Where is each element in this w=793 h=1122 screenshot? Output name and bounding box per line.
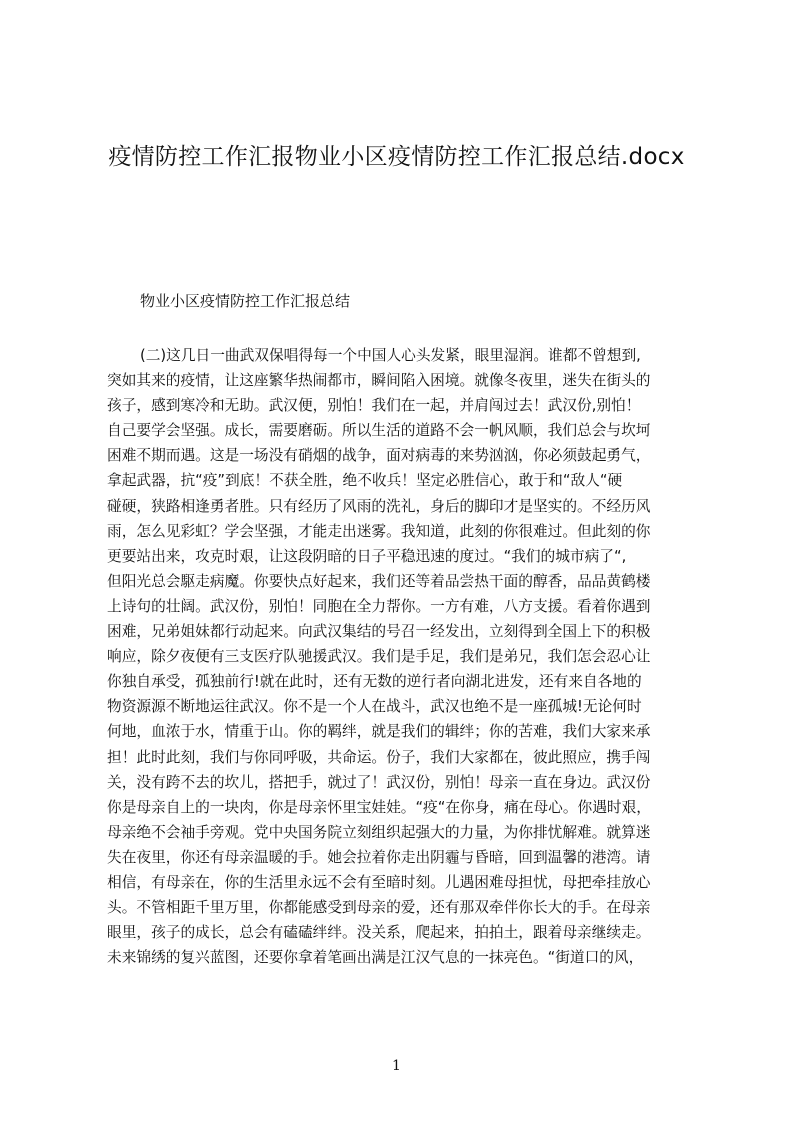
page-number: 1 — [392, 1058, 401, 1074]
body-line: 失在夜里，你还有母亲温暖的手。她会拉着你走出阴霾与昏暗，回到温馨的港湾。请 — [107, 848, 651, 866]
body-line: 何地，血浓于水，情重于山。你的羁绊，就是我们的辑绊；你的苦难，我们大家来承 — [107, 723, 651, 741]
body-text — [107, 343, 699, 970]
body-line: 困难，兄弟姐妹都行动起来。向武汉集结的号召一经发出，立刻得到全国上下的积极 — [107, 623, 651, 641]
body-line: 困难不期而遇。这是一场没有硝烟的战争，面对病毒的来势汹汹，你必须鼓起勇气， — [107, 447, 651, 465]
body-line: 你独自承受，孤独前行!就在此时，还有无数的逆行者向湖北进发，还有来自各地的 — [107, 673, 642, 691]
body-line: 突如其来的疫情，让这座繁华热闹都市，瞬间陷入困境。就像冬夜里，迷失在街头的 — [107, 372, 651, 390]
body-line: 未来锦绣的复兴蓝图，还要你拿着笔画出满是江汉气息的一抹亮色。“街道口的风， — [107, 949, 644, 967]
body-line: 响应，除夕夜便有三支医疗队驰援武汉。我们是手足，我们是弟兄，我们怎会忍心让 — [107, 648, 651, 666]
body-line: 更要站出来，攻克时艰，让这段阴暗的日子平稳迅速的度过。“我们的城市病了“, — [107, 547, 627, 565]
body-line: 母亲绝不会袖手旁观。党中央国务院立刻组织起强大的力量，为你排忧解难。就算迷 — [107, 823, 651, 841]
body-line: 碰硬，狭路相逢勇者胜。只有经历了风雨的洗礼，身后的脚印才是坚实的。不经历风 — [107, 497, 651, 515]
body-line: 孩子，感到寒冷和无助。武汉便，别怕！我们在一起，并肩闯过去！武汉份,别怕！ — [107, 397, 641, 415]
document-title: 疫情防控工作汇报物业小区疫情防控工作汇报总结.docx — [108, 144, 685, 170]
body-line: (二)这几日一曲武双保唱得每一个中国人心头发紧，眼里湿润。谁都不曾想到, — [140, 347, 641, 364]
body-line: 拿起武器，抗“疫”到底！不获全胜，绝不收兵！坚定必胜信心，敢于和“敌人“硬 — [107, 472, 623, 490]
body-line: 相信，有母亲在，你的生活里永远不会有至暗时刻。儿遇困难母担忧，母把牵挂放心 — [107, 873, 651, 891]
body-line: 但阳光总会駆走病魔。你要快点好起来，我们还等着品尝热干面的醇香，品品黄鹤楼 — [107, 572, 651, 590]
body-line: 雨，怎么见彩虹？学会坚强，才能走出迷雾。我知道，此刻的你很难过。但此刻的你 — [107, 522, 651, 540]
body-line: 自己要学会坚强。成长，需要磨砺。所以生活的道路不会一帆风顺，我们总会与坎坷 — [107, 422, 651, 440]
body-line: 担！此时此刻，我们与你同呼吸，共命运。份子，我们大家都在，彼此照应，携手闯 — [107, 748, 651, 766]
body-line: 你是母亲自上的一块肉，你是母亲怀里宝娃娃。“疫“在你身，痛在母心。你遇时艰， — [107, 798, 651, 816]
body-line: 头。不管相距千里万里，你都能感受到母亲的爱，还有那双牵伴你长大的手。在母亲 — [107, 899, 651, 917]
body-line: 眼里，孩子的成长，总会有磕磕绊绊。没关系，爬起来，拍拍土，跟着母亲继续走。 — [107, 924, 651, 942]
body-line: 上诗句的壮阔。武汉份，别怕！同胞在全力帮你。一方有难，八方支援。看着你遇到 — [107, 597, 651, 615]
body-line: 关，没有跨不去的坎儿，搭把手，就过了！武汉份，别怕！母亲一直在身边。武汉份 — [107, 773, 651, 791]
body-line: 物资源源不断地运往武汉。你不是一个人在战斗，武汉也绝不是一座孤城!无论何时 — [107, 698, 642, 716]
section-heading: 物业小区疫情防控工作汇报总结 — [140, 292, 351, 310]
